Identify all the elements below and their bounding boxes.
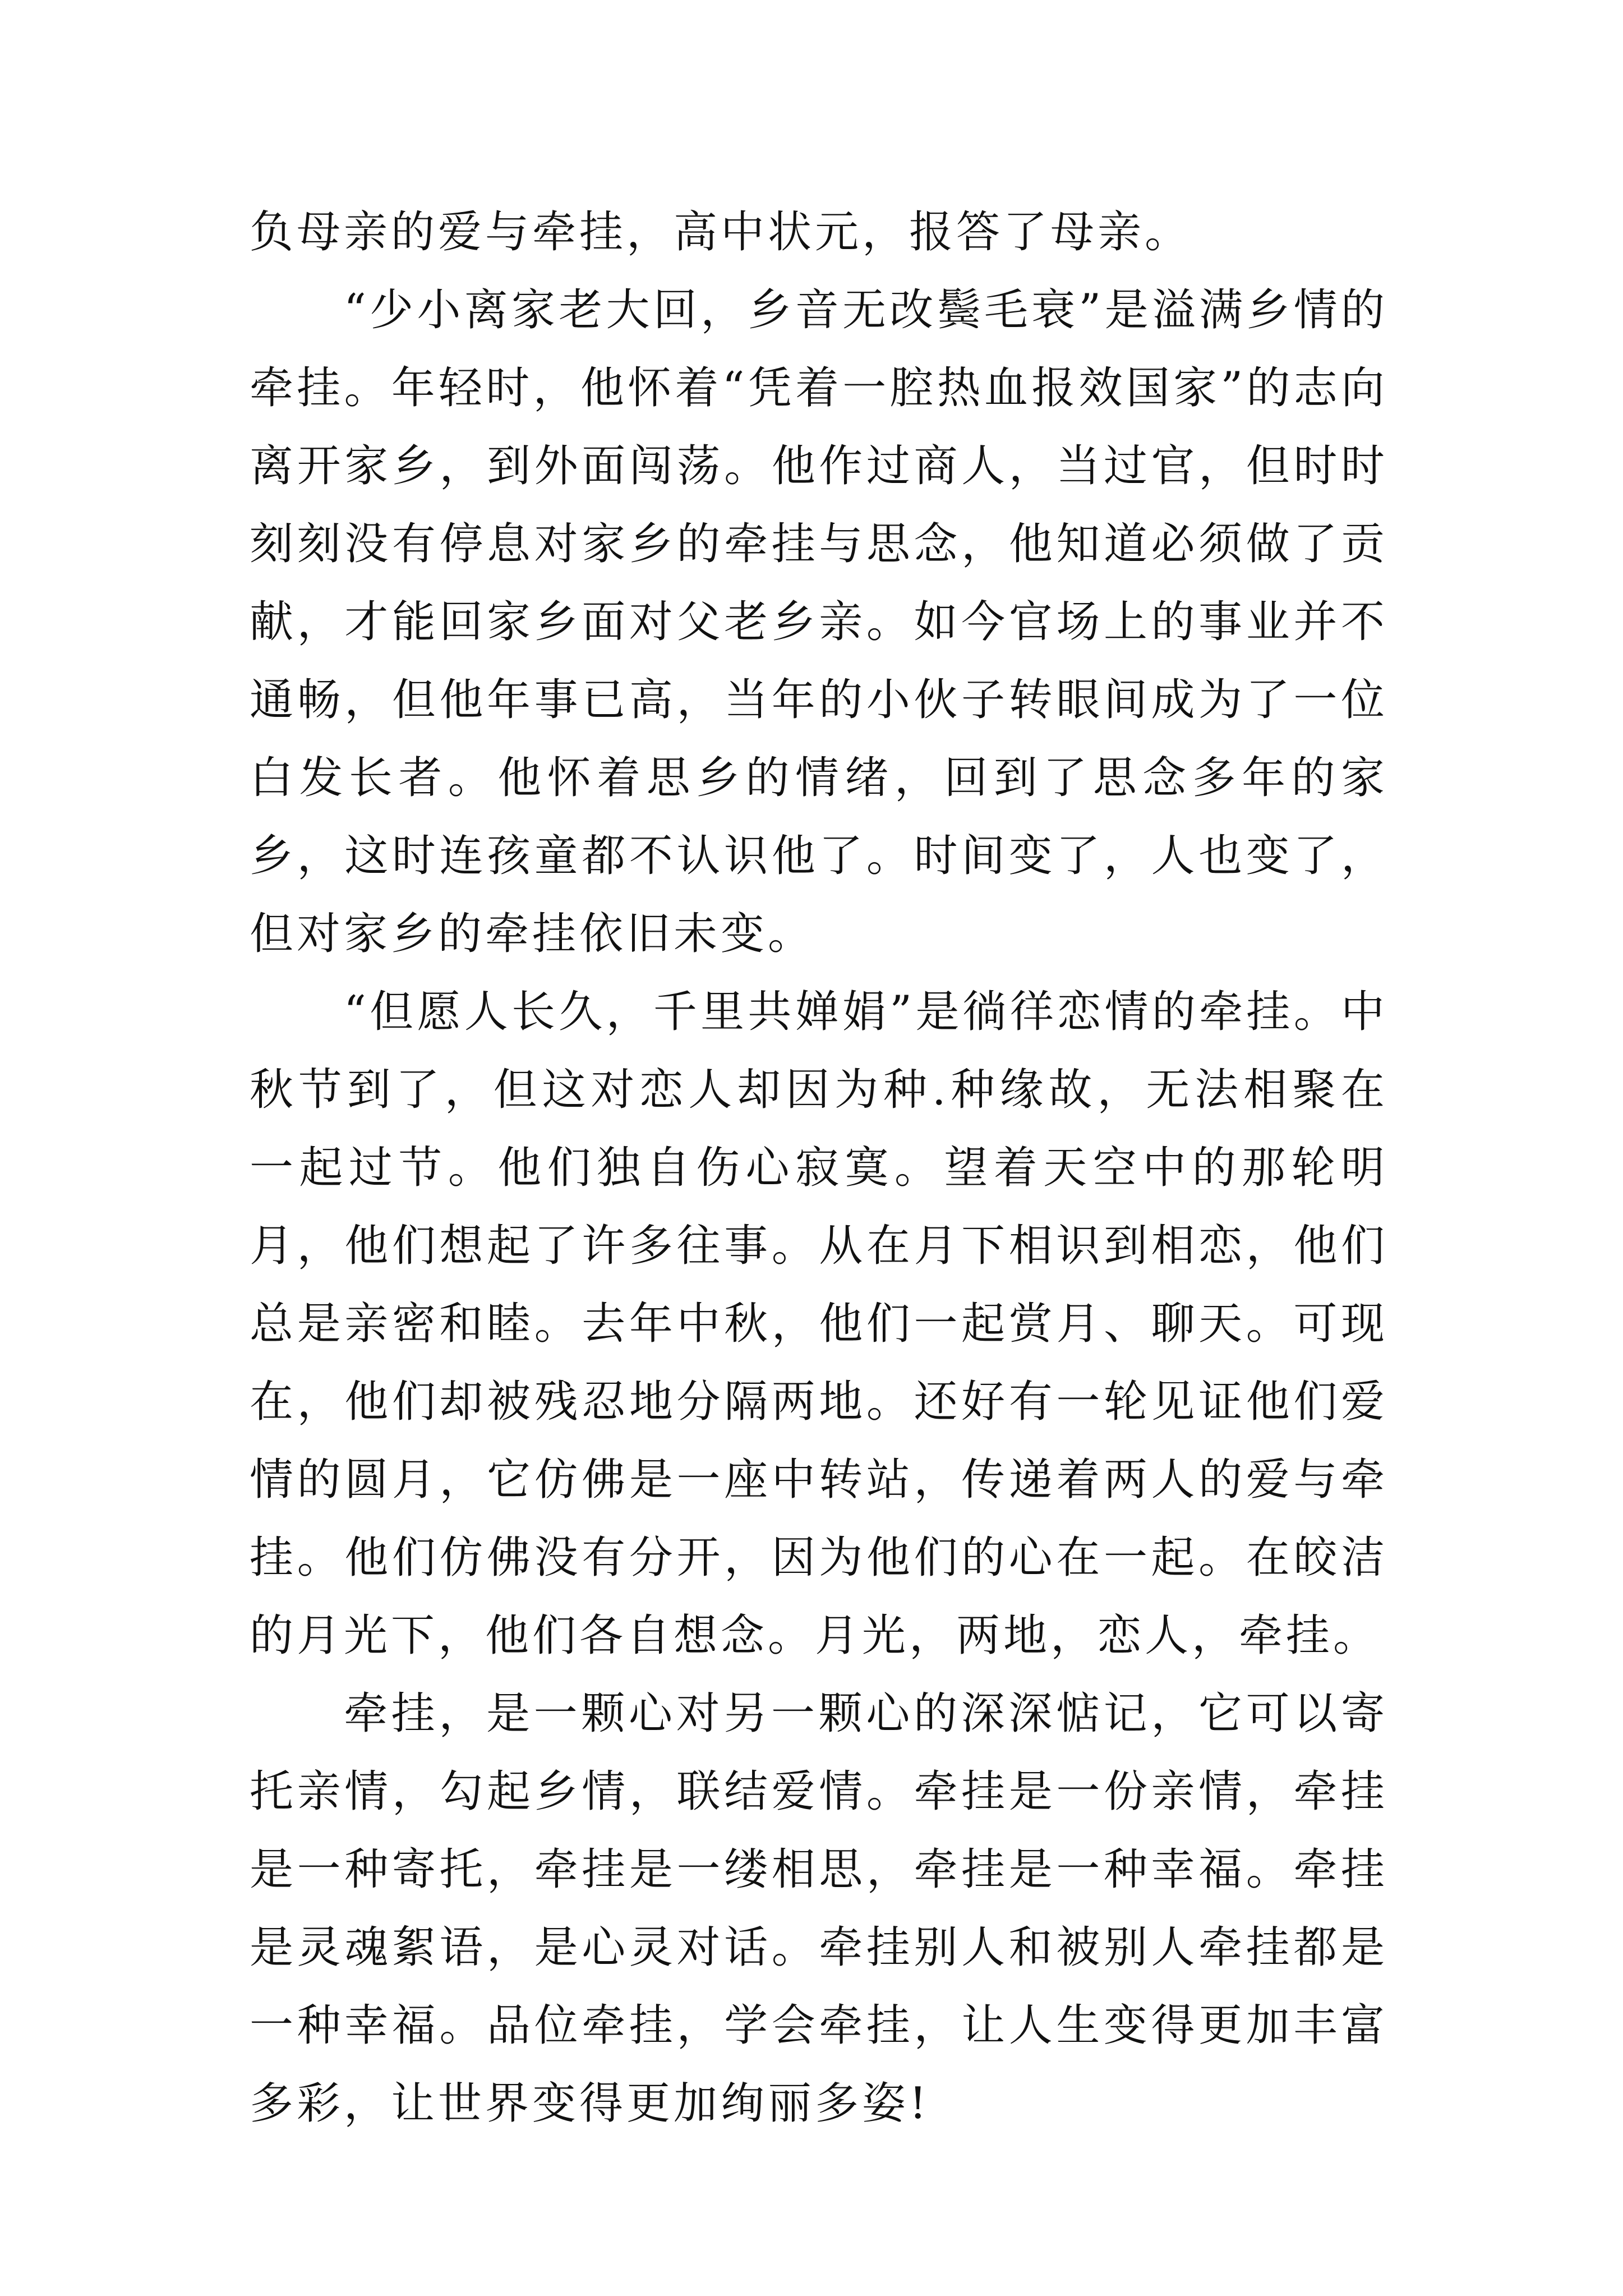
paragraph-hometown: “少小离家老大回，乡音无改鬓毛衰”是溢满乡情的牵挂。年轻时，他怀着“凭着一腔热血报效国家”的志向离开家乡，到外面闯荡。他作过商人，当过官，但时时刻刻没有停息对家乡的牵挂与思念，他知道必须做了贡献，才能回家乡面对父老乡亲。如今官场上的事业并不通畅，但他年事已高，当年的小伙子转眼间成为了一位白发长者。他怀着思乡的情绪，回到了思念多年的家乡，这时连孩童都不认识他了。时间变了，人也变了，但对家乡的牵挂依旧未变。 bbox=[250, 285, 1388, 959]
document-page bbox=[250, 194, 1388, 2143]
paragraph-conclusion: 牵挂，是一颗心对另一颗心的深深惦记，它可以寄托亲情，勾起乡情，联结爱情。牵挂是一份亲情，牵挂是一种寄托，牵挂是一缕相思，牵挂是一种幸福。牵挂是灵魂絮语，是心灵对话。牵挂别人和被别人牵挂都是一种幸福。品位牵挂，学会牵挂，让人生变得更加丰富多彩，让世界变得更加绚丽多姿! bbox=[250, 1688, 1388, 2129]
paragraph-lovers: “但愿人长久，千里共婵娟”是徜徉恋情的牵挂。中秋节到了，但这对恋人却因为种.种缘故，无法相聚在一起过节。他们独自伤心寂寞。望着天空中的那轮明月，他们想起了许多往事。从在月下相识到相恋，他们总是亲密和睦。去年中秋，他们一起赏月、聊天。可现在，他们却被残忍地分隔两地。还好有一轮见证他们爱情的圆月，它仿佛是一座中转站，传递着两人的爱与牵挂。他们仿佛没有分开，因为他们的心在一起。在皎洁的月光下，他们各自想念。月光，两地，恋人，牵挂。 bbox=[250, 987, 1388, 1661]
paragraph-continuation: 负母亲的爱与牵挂，高中状元，报答了母亲。 bbox=[250, 207, 1192, 257]
